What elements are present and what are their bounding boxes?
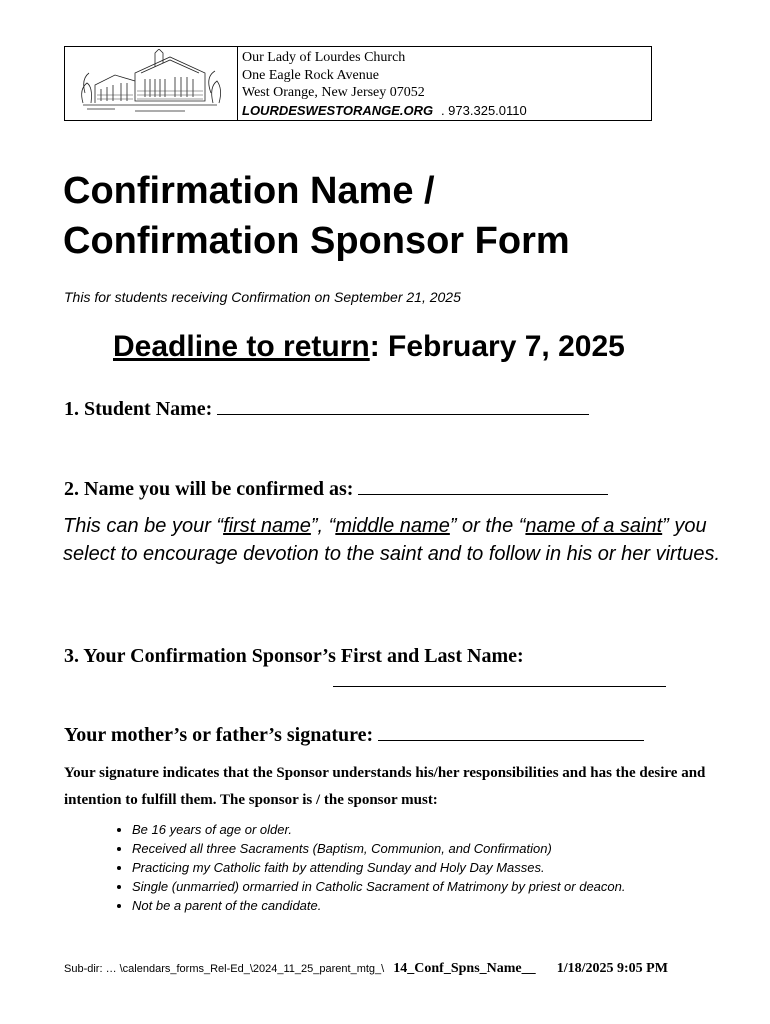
footer-datetime: 1/18/2025 9:05 PM [556, 961, 668, 976]
confirmed-name-blank[interactable] [358, 476, 608, 495]
church-contact [242, 49, 527, 119]
parent-signature-label: Your mother’s or father’s signature: [64, 724, 374, 746]
document-footer [64, 961, 668, 977]
note-middle-name: middle name [335, 515, 450, 537]
sponsor-name-blank[interactable] [333, 686, 666, 687]
page-title [63, 166, 570, 266]
footer-filename: 14_Conf_Spns_Name__ [393, 961, 536, 976]
parent-signature-blank[interactable] [378, 722, 644, 741]
sponsor-name-field [64, 645, 524, 668]
confirmation-name-note [63, 512, 723, 568]
church-sketch-icon [75, 49, 225, 117]
title-line-1: Confirmation Name / [63, 170, 435, 212]
church-city: West Orange, New Jersey 07052 [242, 85, 425, 100]
church-website[interactable]: LOURDESWESTORANGE.ORG [242, 102, 434, 118]
list-item: • Not be a parent of the candidate. [132, 896, 625, 915]
church-phone: . 973.325.0110 [440, 102, 527, 118]
sponsor-responsibility-text: Your signature indicates that the Sponsor understands his/her responsibilities and has the desire and intention to fulfill them. The sponsor is / the sponsor must: [64, 765, 706, 808]
intro-note: This for students receiving Confirmation on September 21, 2025 [64, 289, 461, 305]
note-text: ” you select to encourage devotion to the saint and to follow in his or her virtues. [63, 515, 721, 565]
note-text: This can be your “ [63, 515, 224, 537]
note-saint-name: name of a saint [525, 515, 663, 537]
church-address: One Eagle Rock Avenue [242, 67, 379, 83]
student-name-blank[interactable] [217, 396, 589, 415]
student-name-label: 1. Student Name: [64, 398, 213, 420]
note-first-name: first name [223, 515, 311, 537]
sponsor-name-label: 3. Your Confirmation Sponsor’s First and Last Name: [64, 645, 524, 667]
deadline-label: Deadline to return [113, 330, 370, 363]
confirmed-name-label: 2. Name you will be confirmed as: [64, 478, 354, 500]
note-text: ”, “ [310, 515, 336, 537]
footer-path: Sub-dir: … \calendars_forms_Rel-Ed_\2024_11_25_parent_mtg_\ [64, 963, 385, 975]
confirmed-name-field [64, 476, 608, 501]
title-line-2: Confirmation Sponsor Form [63, 220, 570, 262]
church-illustration [65, 47, 238, 120]
church-header [64, 46, 652, 121]
student-name-field [64, 396, 589, 421]
list-item: • Single (unmarried) ormarried in Catholic Sacrament of Matrimony by priest or deacon. [132, 877, 625, 896]
list-item: • Practicing my Catholic faith by attending Sunday and Holy Day Masses. [132, 858, 625, 877]
list-item: • Received all three Sacraments (Baptism, Communion, and Confirmation) [132, 839, 625, 858]
deadline-date: : February 7, 2025 [369, 330, 625, 363]
parent-signature-field [64, 722, 644, 747]
church-name: Our Lady of Lourdes Church [242, 50, 406, 65]
deadline-heading [113, 330, 625, 364]
note-text: ” or the “ [449, 515, 526, 537]
sponsor-requirements-list [106, 820, 625, 915]
list-item: • Be 16 years of age or older. [132, 820, 625, 839]
